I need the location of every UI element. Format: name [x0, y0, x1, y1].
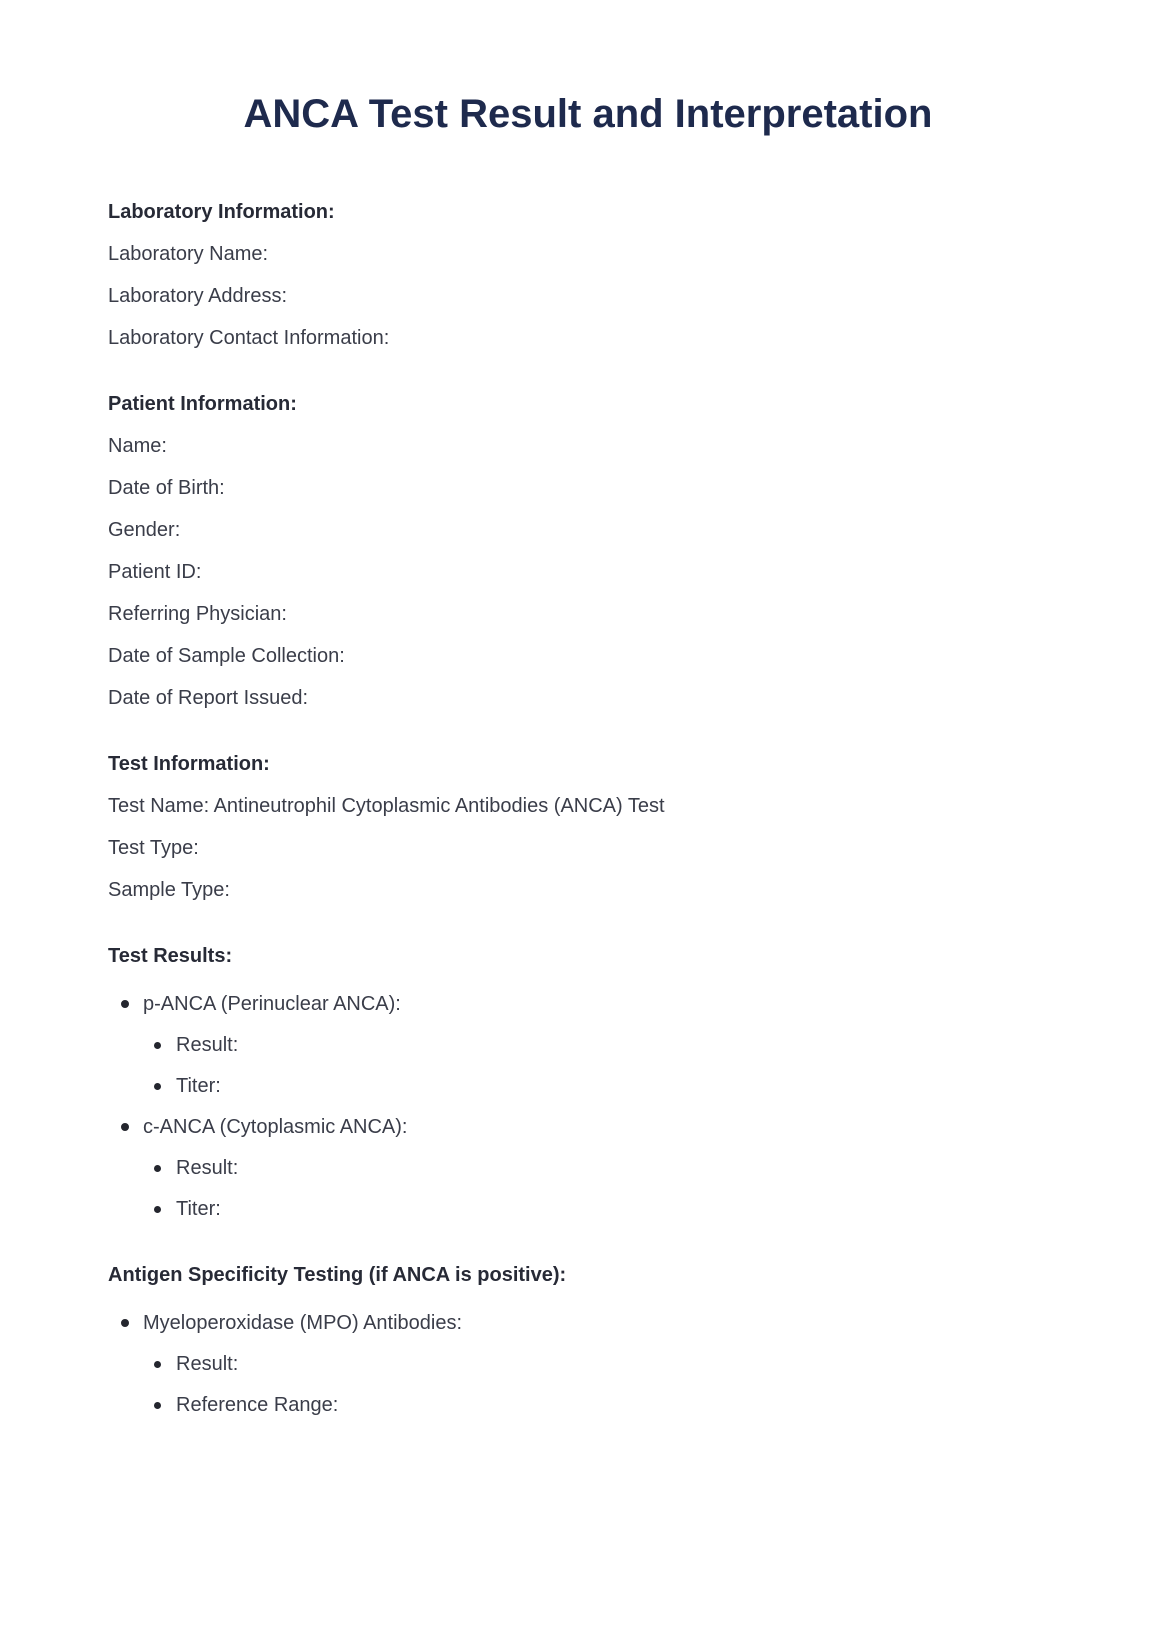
field-patient-id: Patient ID: [108, 561, 202, 583]
bullet-mpo-reference-range [176, 1393, 1068, 1417]
document-title: ANCA Test Result and Interpretation [243, 92, 933, 136]
field-referring-physician: Referring Physician: [108, 603, 287, 625]
mpo-sublist [143, 1352, 1068, 1417]
section-laboratory-information [108, 200, 1068, 350]
antigen-specificity-list [108, 1311, 1068, 1417]
section-heading-test-results: Test Results: [108, 945, 233, 967]
bullet-mpo-antibodies-label: Myeloperoxidase (MPO) Antibodies: [143, 1312, 463, 1334]
field-laboratory-name: Laboratory Name: [108, 243, 269, 265]
c-anca-sublist [143, 1156, 1068, 1221]
bullet-mpo-reference-range-label: Reference Range: [176, 1394, 339, 1416]
field-sample-type: Sample Type: [108, 879, 230, 901]
bullet-p-anca-result [176, 1033, 1068, 1057]
field-test-name: Test Name: Antineutrophil Cytoplasmic Antibodies (ANCA) Test [108, 795, 665, 817]
field-laboratory-address: Laboratory Address: [108, 285, 287, 307]
field-date-of-report-issued: Date of Report Issued: [108, 687, 309, 709]
section-antigen-specificity-testing [108, 1263, 1068, 1417]
bullet-c-anca-result [176, 1156, 1068, 1180]
test-results-list [108, 992, 1068, 1221]
section-test-information [108, 752, 1068, 902]
field-date-of-sample-collection: Date of Sample Collection: [108, 645, 345, 667]
section-heading-patient-information: Patient Information: [108, 393, 297, 415]
bullet-mpo-result [176, 1352, 1068, 1376]
section-heading-antigen-specificity-testing: Antigen Specificity Testing (if ANCA is positive): [108, 1264, 567, 1286]
bullet-mpo-result-label: Result: [176, 1353, 239, 1375]
bullet-mpo-antibodies [143, 1311, 1068, 1417]
section-heading-laboratory-information: Laboratory Information: [108, 201, 335, 223]
bullet-p-anca-titer [176, 1074, 1068, 1098]
field-test-type: Test Type: [108, 837, 199, 859]
bullet-p-anca [143, 992, 1068, 1098]
field-name: Name: [108, 435, 167, 457]
bullet-p-anca-titer-label: Titer: [176, 1075, 221, 1097]
bullet-p-anca-label: p-ANCA (Perinuclear ANCA): [143, 993, 401, 1015]
field-gender: Gender: [108, 519, 181, 541]
bullet-c-anca [143, 1115, 1068, 1221]
section-heading-test-information: Test Information: [108, 753, 270, 775]
field-date-of-birth: Date of Birth: [108, 477, 225, 499]
bullet-p-anca-result-label: Result: [176, 1034, 239, 1056]
bullet-c-anca-titer [176, 1197, 1068, 1221]
section-patient-information [108, 392, 1068, 710]
bullet-c-anca-titer-label: Titer: [176, 1198, 221, 1220]
section-test-results [108, 944, 1068, 1221]
p-anca-sublist [143, 1033, 1068, 1098]
bullet-c-anca-result-label: Result: [176, 1157, 239, 1179]
field-laboratory-contact-information: Laboratory Contact Information: [108, 327, 390, 349]
bullet-c-anca-label: c-ANCA (Cytoplasmic ANCA): [143, 1116, 408, 1138]
